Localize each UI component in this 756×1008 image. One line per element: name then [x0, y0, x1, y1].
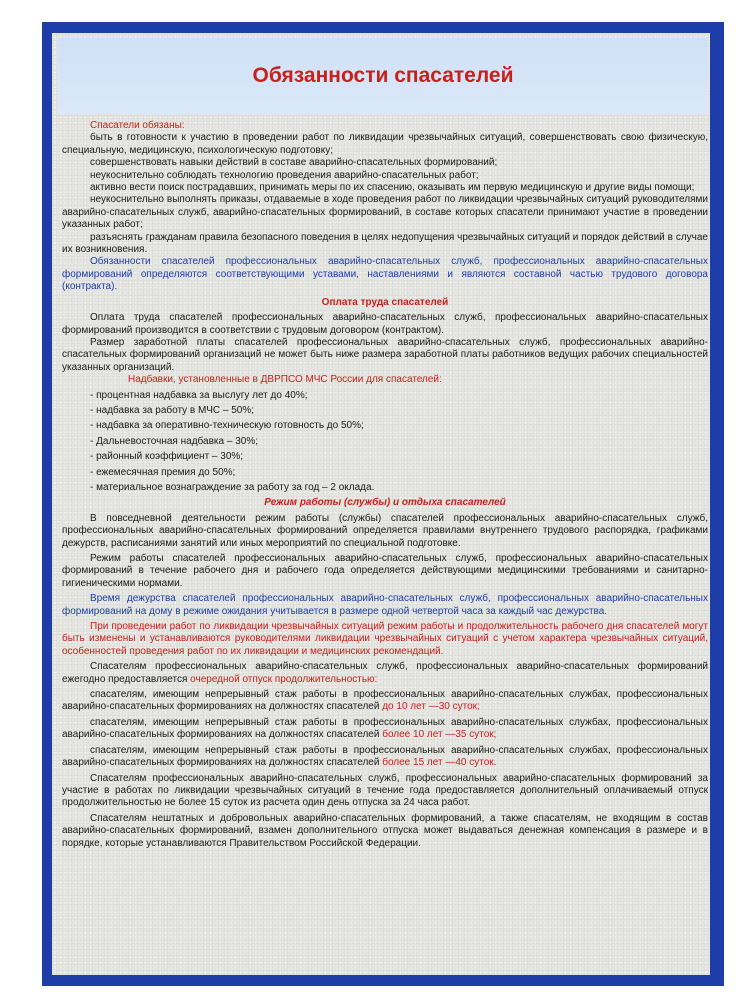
vacation-paragraph: Спасателям нештатных и добровольных аварийно-спасательных формирований, а также спасателям, не входящим в состав аварийно-спасательных формирований, взамен дополнительного отпуска может выдаваться денежная компенсация в размере и в порядке, которые устанавливаются Правительством Российской Федерации.	[62, 812, 708, 849]
vacation-item	[62, 745, 708, 770]
bonus-heading: Надбавки, установленные в ДВРПСО МЧС России для спасателей:	[128, 374, 442, 386]
pay-paragraph: Оплата труда спасателей профессиональных аварийно-спасательных служб, профессиональных аварийно-спасательных формирований производится в соответствии с трудовым договором (контрактом).	[62, 312, 708, 336]
bonus-item: - надбавка за оперативно-техническую готовность до 50%;	[90, 420, 364, 432]
page-title: Обязанности спасателей	[252, 64, 514, 87]
vacation-item-text: спасателям, имеющим непрерывный стаж работы в профессиональных аварийно-спасательных службах, профессиональных аварийно-спасательных формированиях на должностях спасателей	[62, 716, 708, 741]
vacation-item	[62, 689, 708, 714]
obligation-item: неукоснительно выполнять приказы, отдаваемые в ходе проведения работ по ликвидации чрезвычайных ситуаций руководителями аварийно-спасательных служб, аварийно-спасательных формирований, в составе которых спасатели принимают участие в проведении указанных работ;	[62, 194, 708, 231]
obligation-item: быть в готовности к участию в проведении работ по ликвидации чрезвычайных ситуаций, совершенствовать свою физическую, специальную, медицинскую, психологическую подготовку;	[62, 132, 708, 156]
vacation-item-text: спасателям, имеющим непрерывный стаж работы в профессиональных аварийно-спасательных службах, профессиональных аварийно-спасательных формированиях на должностях спасателей	[62, 744, 708, 769]
title-banner	[58, 38, 708, 114]
vacation-paragraph: Спасателям профессиональных аварийно-спасательных служб, профессиональных аварийно-спасательных формирований за участие в работах по ликвидации чрезвычайных ситуаций в течение года предоставляется дополнительный оплачиваемый отпуск продолжительностью не более 15 суток из расчета один день отпуска за 24 часа работ.	[62, 772, 708, 809]
obligation-item: разъяснять гражданам правила безопасного поведения в целях недопущения чрезвычайных ситуаций и порядок действий в случае их возникновения.	[62, 231, 708, 256]
vacation-item-duration: более 10 лет —35 суток;	[382, 729, 497, 741]
bonus-item: - районный коэффициент – 30%;	[90, 451, 244, 463]
obligation-item: неукоснительно соблюдать технологию проведения аварийно-спасательных работ;	[90, 169, 479, 181]
pay-paragraph: Размер заработной платы спасателей профессиональных аварийно-спасательных служб, профессиональных аварийно-спасательных формирований организаций не может быть ниже размера заработной платы работников ведущих рабочих специальностей указанных организаций.	[62, 336, 708, 373]
vacation-paragraph	[62, 661, 708, 686]
obligations-note: Обязанности спасателей профессиональных аварийно-спасательных служб, профессиональных аварийно-спасательных формирований определяются соответствующими уставами, наставлениями и являются составной частью трудового договора (контракта).	[62, 256, 708, 293]
bonus-item: - ежемесячная премия до 50%;	[90, 466, 236, 478]
obligation-item: активно вести поиск пострадавших, принимать меры по их спасению, оказывать им первую медицинскую и другие виды помощи;	[90, 182, 695, 194]
vacation-text: Спасателям профессиональных аварийно-спасательных служб, профессиональных аварийно-спасательных формирований ежегодно предоставляется	[62, 661, 708, 685]
vacation-item-duration: более 15 лет —40 суток.	[382, 757, 497, 769]
regime-heading: Режим работы (службы) и отдыха спасателей	[264, 497, 506, 509]
regime-paragraph: Режим работы спасателей профессиональных аварийно-спасательных служб, профессиональных аварийно-спасательных формирований в течение рабочего дня и рабочего года определяется действующими медицинскими требованиями и санитарно-гигиеническими нормами.	[62, 553, 708, 589]
pay-heading: Оплата труда спасателей	[321, 296, 449, 308]
document-body	[62, 120, 708, 850]
vacation-item-text: спасателям, имеющим непрерывный стаж работы в профессиональных аварийно-спасательных службах, профессиональных аварийно-спасательных формированиях на должностях спасателей	[62, 689, 708, 713]
regime-paragraph: В повседневной деятельности режим работы (службы) спасателей профессиональных аварийно-спасательных служб, профессиональных аварийно-спасательных формирований определяется правилами внутреннего трудового распорядка, графиками дежурств, расписаниями занятий или иных мероприятий по специальной подготовке.	[62, 512, 708, 549]
vacation-item	[62, 717, 708, 742]
bonus-item: - процентная надбавка за выслугу лет до 40%;	[90, 389, 308, 401]
regime-paragraph-duty: Время дежурства спасателей профессиональных аварийно-спасательных служб, профессиональных аварийно-спасательных формирований на дому в режиме ожидания учитывается в размере одной четвертой часа за каждый час дежурства.	[62, 593, 708, 617]
bonus-item: - материальное вознаграждение за работу за год – 2 оклада.	[90, 481, 375, 493]
vacation-item-duration: до 10 лет —30 суток;	[382, 701, 480, 713]
regime-paragraph-emergency: При проведении работ по ликвидации чрезвычайных ситуаций режим работы и продолжительность рабочего дня спасателей могут быть изменены и устанавливаются руководителями ликвидации чрезвычайных ситуаций с учетом характера чрезвычайных ситуаций, особенностей проведения работ по их ликвидации и медицинских рекомендаций.	[62, 621, 708, 657]
bonus-item: - Дальневосточная надбавка – 30%;	[90, 435, 258, 447]
obligation-item: совершенствовать навыки действий в составе аварийно-спасательных формирований;	[90, 157, 498, 169]
obligations-heading: Спасатели обязаны:	[90, 120, 185, 131]
bonus-item: - надбавка за работу в МЧС – 50%;	[90, 404, 255, 416]
vacation-highlight: очередной отпуск продолжительностью:	[190, 673, 378, 685]
